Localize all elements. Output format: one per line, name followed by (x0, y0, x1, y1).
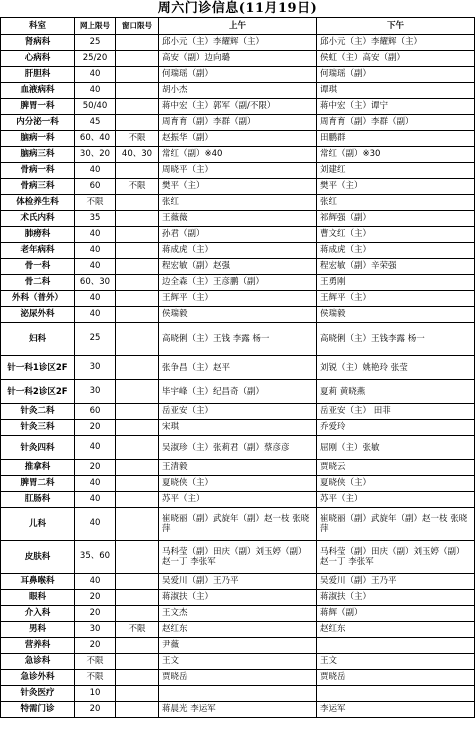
window-limit-cell[interactable] (116, 243, 159, 259)
afternoon-doctors-cell[interactable]: 侯瑞毅 (317, 307, 475, 323)
window-limit-cell[interactable] (116, 211, 159, 227)
online-limit-cell[interactable]: 不限 (75, 654, 116, 670)
window-limit-cell[interactable] (116, 259, 159, 275)
online-limit-cell[interactable]: 30 (75, 380, 116, 404)
dept-cell[interactable]: 特需门诊 (1, 702, 75, 718)
table-row (1, 622, 475, 638)
afternoon-doctors-cell[interactable]: 李运军 (317, 702, 475, 718)
afternoon-doctors-cell[interactable]: 赵红东 (317, 622, 475, 638)
online-limit-cell[interactable]: 40 (75, 508, 116, 541)
table-row (1, 211, 475, 227)
dept-cell[interactable]: 针灸医疗 (1, 686, 75, 702)
table-row (1, 291, 475, 307)
table-row (1, 702, 475, 718)
window-limit-cell[interactable] (116, 404, 159, 420)
afternoon-doctors-cell[interactable]: 邱小元（主）李耀辉（主） (317, 35, 475, 51)
dept-cell[interactable]: 眼科 (1, 590, 75, 606)
morning-doctors-cell[interactable]: 吴淑珍（主）张莉君（副）蔡彦彦 (159, 436, 317, 460)
afternoon-doctors-cell[interactable]: 乔爱玲 (317, 420, 475, 436)
afternoon-doctors-cell[interactable]: 何瑞瑶（副） (317, 67, 475, 83)
morning-doctors-cell[interactable]: 蒋晨光 李运军 (159, 702, 317, 718)
morning-doctors-cell[interactable]: 高晓俐（主）王钱 李露 杨一 (159, 323, 317, 356)
table-row (1, 115, 475, 131)
window-limit-cell[interactable] (116, 420, 159, 436)
table-row (1, 51, 475, 67)
window-limit-cell[interactable] (116, 492, 159, 508)
morning-doctors-cell[interactable]: 尹薇 (159, 638, 317, 654)
table-row (1, 436, 475, 460)
table-row (1, 35, 475, 51)
morning-doctors-cell[interactable]: 吴爱川（副）王乃平 (159, 574, 317, 590)
table-row (1, 420, 475, 436)
afternoon-doctors-cell[interactable]: 苏平（主） (317, 492, 475, 508)
dept-cell[interactable]: 外科（普外） (1, 291, 75, 307)
window-limit-cell[interactable] (116, 67, 159, 83)
table-row (1, 541, 475, 574)
dept-cell[interactable]: 针灸三科 (1, 420, 75, 436)
afternoon-doctors-cell[interactable]: 王文 (317, 654, 475, 670)
morning-doctors-cell[interactable]: 赵振华（副） (159, 131, 317, 147)
afternoon-doctors-cell[interactable] (317, 686, 475, 702)
dept-cell[interactable]: 针灸四科 (1, 436, 75, 460)
morning-doctors-cell[interactable]: 马科莹（副）田庆（副）刘玉婷（副） 赵一丁 李张军 (159, 541, 317, 574)
dept-cell[interactable]: 脑病一科 (1, 131, 75, 147)
afternoon-doctors-cell[interactable]: 樊平（主） (317, 179, 475, 195)
online-limit-cell[interactable]: 20 (75, 702, 116, 718)
afternoon-doctors-cell[interactable]: 蒋淑扶（主） (317, 590, 475, 606)
table-row (1, 638, 475, 654)
window-limit-cell[interactable] (116, 590, 159, 606)
header-row (1, 18, 475, 35)
morning-doctors-cell[interactable]: 蒋淑扶（主） (159, 590, 317, 606)
online-limit-cell[interactable]: 40 (75, 291, 116, 307)
online-limit-cell[interactable]: 45 (75, 115, 116, 131)
dept-cell[interactable]: 脾胃二科 (1, 476, 75, 492)
online-limit-cell[interactable]: 60、30 (75, 275, 116, 291)
online-limit-cell[interactable]: 30 (75, 622, 116, 638)
table-body (1, 35, 475, 718)
window-limit-cell[interactable] (116, 323, 159, 356)
morning-doctors-cell[interactable]: 王文杰 (159, 606, 317, 622)
online-limit-cell[interactable]: 20 (75, 460, 116, 476)
online-limit-cell[interactable]: 40 (75, 163, 116, 179)
table-row (1, 606, 475, 622)
window-limit-cell[interactable] (116, 460, 159, 476)
morning-doctors-cell[interactable]: 王文 (159, 654, 317, 670)
window-limit-cell[interactable] (116, 476, 159, 492)
morning-doctors-cell[interactable]: 苏平（主） (159, 492, 317, 508)
afternoon-doctors-cell[interactable]: 程宏敏（副）辛荣强 (317, 259, 475, 275)
window-limit-cell[interactable] (116, 541, 159, 574)
window-limit-cell[interactable] (116, 51, 159, 67)
table-row (1, 404, 475, 420)
window-limit-cell[interactable] (116, 638, 159, 654)
afternoon-doctors-cell[interactable] (317, 638, 475, 654)
dept-cell[interactable]: 血液病科 (1, 83, 75, 99)
online-limit-cell[interactable]: 25/20 (75, 51, 116, 67)
window-limit-cell[interactable]: 不限 (116, 179, 159, 195)
afternoon-doctors-cell[interactable]: 吴爱川（副）王乃平 (317, 574, 475, 590)
afternoon-doctors-cell[interactable]: 田鹏群 (317, 131, 475, 147)
dept-cell[interactable]: 男科 (1, 622, 75, 638)
window-limit-cell[interactable] (116, 574, 159, 590)
window-limit-cell[interactable]: 不限 (116, 622, 159, 638)
morning-doctors-cell[interactable]: 邱小元（主）李耀辉（主） (159, 35, 317, 51)
morning-doctors-cell[interactable]: 王清毅 (159, 460, 317, 476)
table-row (1, 590, 475, 606)
window-limit-cell[interactable] (116, 115, 159, 131)
dept-cell[interactable]: 术氏内科 (1, 211, 75, 227)
afternoon-doctors-cell[interactable]: 侯虹（主）高安（副） (317, 51, 475, 67)
dept-cell[interactable]: 儿科 (1, 508, 75, 541)
online-limit-cell[interactable]: 35、60 (75, 541, 116, 574)
afternoon-doctors-cell[interactable]: 蒋中宏（主）谭宁 (317, 99, 475, 115)
afternoon-doctors-cell[interactable]: 屈刚（主）张敏 (317, 436, 475, 460)
dept-cell[interactable]: 骨病三科 (1, 179, 75, 195)
window-limit-cell[interactable] (116, 670, 159, 686)
morning-doctors-cell[interactable]: 樊平（主） (159, 179, 317, 195)
table-row (1, 307, 475, 323)
morning-doctors-cell[interactable]: 边全森（主）王彦鹏（副） (159, 275, 317, 291)
table-row (1, 670, 475, 686)
window-limit-cell[interactable] (116, 508, 159, 541)
table-row (1, 83, 475, 99)
window-limit-cell[interactable] (116, 606, 159, 622)
window-limit-cell[interactable] (116, 686, 159, 702)
morning-doctors-cell[interactable]: 宋琪 (159, 420, 317, 436)
window-limit-cell[interactable] (116, 163, 159, 179)
table-row (1, 227, 475, 243)
morning-doctors-cell[interactable]: 常红（副）※40 (159, 147, 317, 163)
afternoon-doctors-cell[interactable]: 谭琪 (317, 83, 475, 99)
online-limit-cell[interactable]: 20 (75, 420, 116, 436)
online-limit-cell[interactable]: 40 (75, 67, 116, 83)
afternoon-doctors-cell[interactable]: 祁辉强（副） (317, 211, 475, 227)
window-limit-cell[interactable] (116, 307, 159, 323)
online-limit-cell[interactable]: 40 (75, 227, 116, 243)
online-limit-cell[interactable]: 40 (75, 83, 116, 99)
online-limit-cell[interactable]: 20 (75, 590, 116, 606)
morning-doctors-cell[interactable]: 蒋成虎（主） (159, 243, 317, 259)
dept-cell[interactable]: 泌尿外科 (1, 307, 75, 323)
table-row (1, 574, 475, 590)
morning-doctors-cell[interactable]: 崔晓丽（副）武旋年（副）赵一枝 张晓萍 (159, 508, 317, 541)
dept-cell[interactable]: 推拿科 (1, 460, 75, 476)
dept-cell[interactable]: 脾胃一科 (1, 99, 75, 115)
clinic-schedule-table (0, 17, 475, 718)
dept-cell[interactable]: 心病科 (1, 51, 75, 67)
online-limit-cell[interactable]: 40 (75, 243, 116, 259)
online-limit-cell[interactable]: 30、20 (75, 147, 116, 163)
table-row (1, 323, 475, 356)
header-online-limit: 网上限号 (75, 18, 116, 35)
online-limit-cell[interactable]: 30 (75, 356, 116, 380)
header-morning: 上午 (159, 18, 317, 35)
afternoon-doctors-cell[interactable]: 张红 (317, 195, 475, 211)
online-limit-cell[interactable]: 50/40 (75, 99, 116, 115)
window-limit-cell[interactable] (116, 291, 159, 307)
window-limit-cell[interactable] (116, 195, 159, 211)
online-limit-cell[interactable]: 40 (75, 574, 116, 590)
dept-cell[interactable]: 肾病科 (1, 35, 75, 51)
online-limit-cell[interactable]: 40 (75, 476, 116, 492)
table-row (1, 99, 475, 115)
afternoon-doctors-cell[interactable]: 夏莉 黄晓燕 (317, 380, 475, 404)
afternoon-doctors-cell[interactable]: 蒋辉（副） (317, 606, 475, 622)
dept-cell[interactable]: 骨病一科 (1, 163, 75, 179)
header-window-limit: 窗口限号 (116, 18, 159, 35)
afternoon-doctors-cell[interactable]: 蒋成虎（主） (317, 243, 475, 259)
morning-doctors-cell[interactable]: 张争昌（主）赵平 (159, 356, 317, 380)
dept-cell[interactable]: 肛肠科 (1, 492, 75, 508)
afternoon-doctors-cell[interactable]: 刘建红 (317, 163, 475, 179)
afternoon-doctors-cell[interactable]: 贾晓云 (317, 460, 475, 476)
table-row (1, 163, 475, 179)
morning-doctors-cell[interactable]: 蒋中宏（主）郭军（副/不限） (159, 99, 317, 115)
afternoon-doctors-cell[interactable]: 常红（副）※30 (317, 147, 475, 163)
window-limit-cell[interactable] (116, 356, 159, 380)
dept-cell[interactable]: 介入科 (1, 606, 75, 622)
online-limit-cell[interactable]: 不限 (75, 670, 116, 686)
dept-cell[interactable]: 骨一科 (1, 259, 75, 275)
dept-cell[interactable]: 妇科 (1, 323, 75, 356)
table-row (1, 243, 475, 259)
morning-doctors-cell[interactable]: 胡小杰 (159, 83, 317, 99)
window-limit-cell[interactable] (116, 275, 159, 291)
table-row (1, 476, 475, 492)
window-limit-cell[interactable] (116, 380, 159, 404)
window-limit-cell[interactable] (116, 35, 159, 51)
header-dept: 科室 (1, 18, 75, 35)
morning-doctors-cell[interactable]: 贾晓岳 (159, 670, 317, 686)
morning-doctors-cell[interactable]: 侯瑞毅 (159, 307, 317, 323)
online-limit-cell[interactable]: 不限 (75, 195, 116, 211)
online-limit-cell[interactable]: 60 (75, 179, 116, 195)
table-row (1, 179, 475, 195)
dept-cell[interactable]: 老年病科 (1, 243, 75, 259)
morning-doctors-cell[interactable]: 毕宇峰（主）纪昌奇（副） (159, 380, 317, 404)
dept-cell[interactable]: 针灸二科 (1, 404, 75, 420)
morning-doctors-cell[interactable]: 王辉平（主） (159, 291, 317, 307)
online-limit-cell[interactable]: 25 (75, 323, 116, 356)
table-row (1, 508, 475, 541)
dept-cell[interactable]: 皮肤科 (1, 541, 75, 574)
header-afternoon: 下午 (317, 18, 475, 35)
table-row (1, 275, 475, 291)
online-limit-cell[interactable]: 40 (75, 307, 116, 323)
online-limit-cell[interactable]: 40 (75, 436, 116, 460)
online-limit-cell[interactable]: 40 (75, 259, 116, 275)
table-row (1, 259, 475, 275)
morning-doctors-cell[interactable]: 高安（副）边向璐 (159, 51, 317, 67)
online-limit-cell[interactable]: 35 (75, 211, 116, 227)
afternoon-doctors-cell[interactable]: 刘锐（主）姚艳玲 张莹 (317, 356, 475, 380)
afternoon-doctors-cell[interactable]: 崔晓丽（副）武旋年（副）赵一枝 张晓萍 (317, 508, 475, 541)
online-limit-cell[interactable]: 60、40 (75, 131, 116, 147)
online-limit-cell[interactable]: 60 (75, 404, 116, 420)
table-row (1, 147, 475, 163)
online-limit-cell[interactable]: 20 (75, 606, 116, 622)
table-row (1, 195, 475, 211)
window-limit-cell[interactable]: 不限 (116, 131, 159, 147)
morning-doctors-cell[interactable]: 周育育（副）李群（副） (159, 115, 317, 131)
dept-cell[interactable]: 骨二科 (1, 275, 75, 291)
table-row (1, 686, 475, 702)
afternoon-doctors-cell[interactable]: 夏晓侠（主） (317, 476, 475, 492)
table-row (1, 131, 475, 147)
window-limit-cell[interactable]: 40、30 (116, 147, 159, 163)
window-limit-cell[interactable] (116, 227, 159, 243)
table-row (1, 460, 475, 476)
dept-cell[interactable]: 肝胆科 (1, 67, 75, 83)
dept-cell[interactable]: 急诊科 (1, 654, 75, 670)
morning-doctors-cell[interactable]: 王薇薇 (159, 211, 317, 227)
afternoon-doctors-cell[interactable]: 高晓俐（主）王钱李露 杨一 (317, 323, 475, 356)
morning-doctors-cell[interactable] (159, 686, 317, 702)
morning-doctors-cell[interactable]: 张红 (159, 195, 317, 211)
morning-doctors-cell[interactable]: 赵红东 (159, 622, 317, 638)
window-limit-cell[interactable] (116, 83, 159, 99)
table-row (1, 492, 475, 508)
morning-doctors-cell[interactable]: 程宏敏（副）赵强 (159, 259, 317, 275)
dept-cell[interactable]: 脑病三科 (1, 147, 75, 163)
morning-doctors-cell[interactable]: 夏晓侠（主） (159, 476, 317, 492)
afternoon-doctors-cell[interactable]: 周育育（副）李群（副） (317, 115, 475, 131)
afternoon-doctors-cell[interactable]: 曹文红（主） (317, 227, 475, 243)
dept-cell[interactable]: 急诊外科 (1, 670, 75, 686)
window-limit-cell[interactable] (116, 99, 159, 115)
online-limit-cell[interactable]: 40 (75, 492, 116, 508)
morning-doctors-cell[interactable]: 何瑞瑶（副） (159, 67, 317, 83)
window-limit-cell[interactable] (116, 436, 159, 460)
window-limit-cell[interactable] (116, 702, 159, 718)
dept-cell[interactable]: 肺痨科 (1, 227, 75, 243)
afternoon-doctors-cell[interactable]: 王勇刚 (317, 275, 475, 291)
morning-doctors-cell[interactable]: 孙君（副） (159, 227, 317, 243)
sheet-title: 周六门诊信息(11月19日) (157, 1, 318, 16)
afternoon-doctors-cell[interactable]: 马科莹（副）田庆（副）刘玉婷（副） 赵一丁 李张军 (317, 541, 475, 574)
afternoon-doctors-cell[interactable]: 王辉平（主） (317, 291, 475, 307)
table-row (1, 67, 475, 83)
dept-cell[interactable]: 体检养生科 (1, 195, 75, 211)
online-limit-cell[interactable]: 10 (75, 686, 116, 702)
table-row (1, 380, 475, 404)
window-limit-cell[interactable] (116, 654, 159, 670)
morning-doctors-cell[interactable]: 周晓平（主） (159, 163, 317, 179)
afternoon-doctors-cell[interactable]: 岳亚安（主） 田菲 (317, 404, 475, 420)
afternoon-doctors-cell[interactable]: 贾晓岳 (317, 670, 475, 686)
online-limit-cell[interactable]: 20 (75, 638, 116, 654)
table-row (1, 356, 475, 380)
morning-doctors-cell[interactable]: 岳亚安（主） (159, 404, 317, 420)
dept-cell[interactable]: 针一科2诊区2F (1, 380, 75, 404)
dept-cell[interactable]: 内分泌一科 (1, 115, 75, 131)
dept-cell[interactable]: 耳鼻喉科 (1, 574, 75, 590)
dept-cell[interactable]: 营养科 (1, 638, 75, 654)
table-row (1, 654, 475, 670)
online-limit-cell[interactable]: 25 (75, 35, 116, 51)
dept-cell[interactable]: 针一科1诊区2F (1, 356, 75, 380)
